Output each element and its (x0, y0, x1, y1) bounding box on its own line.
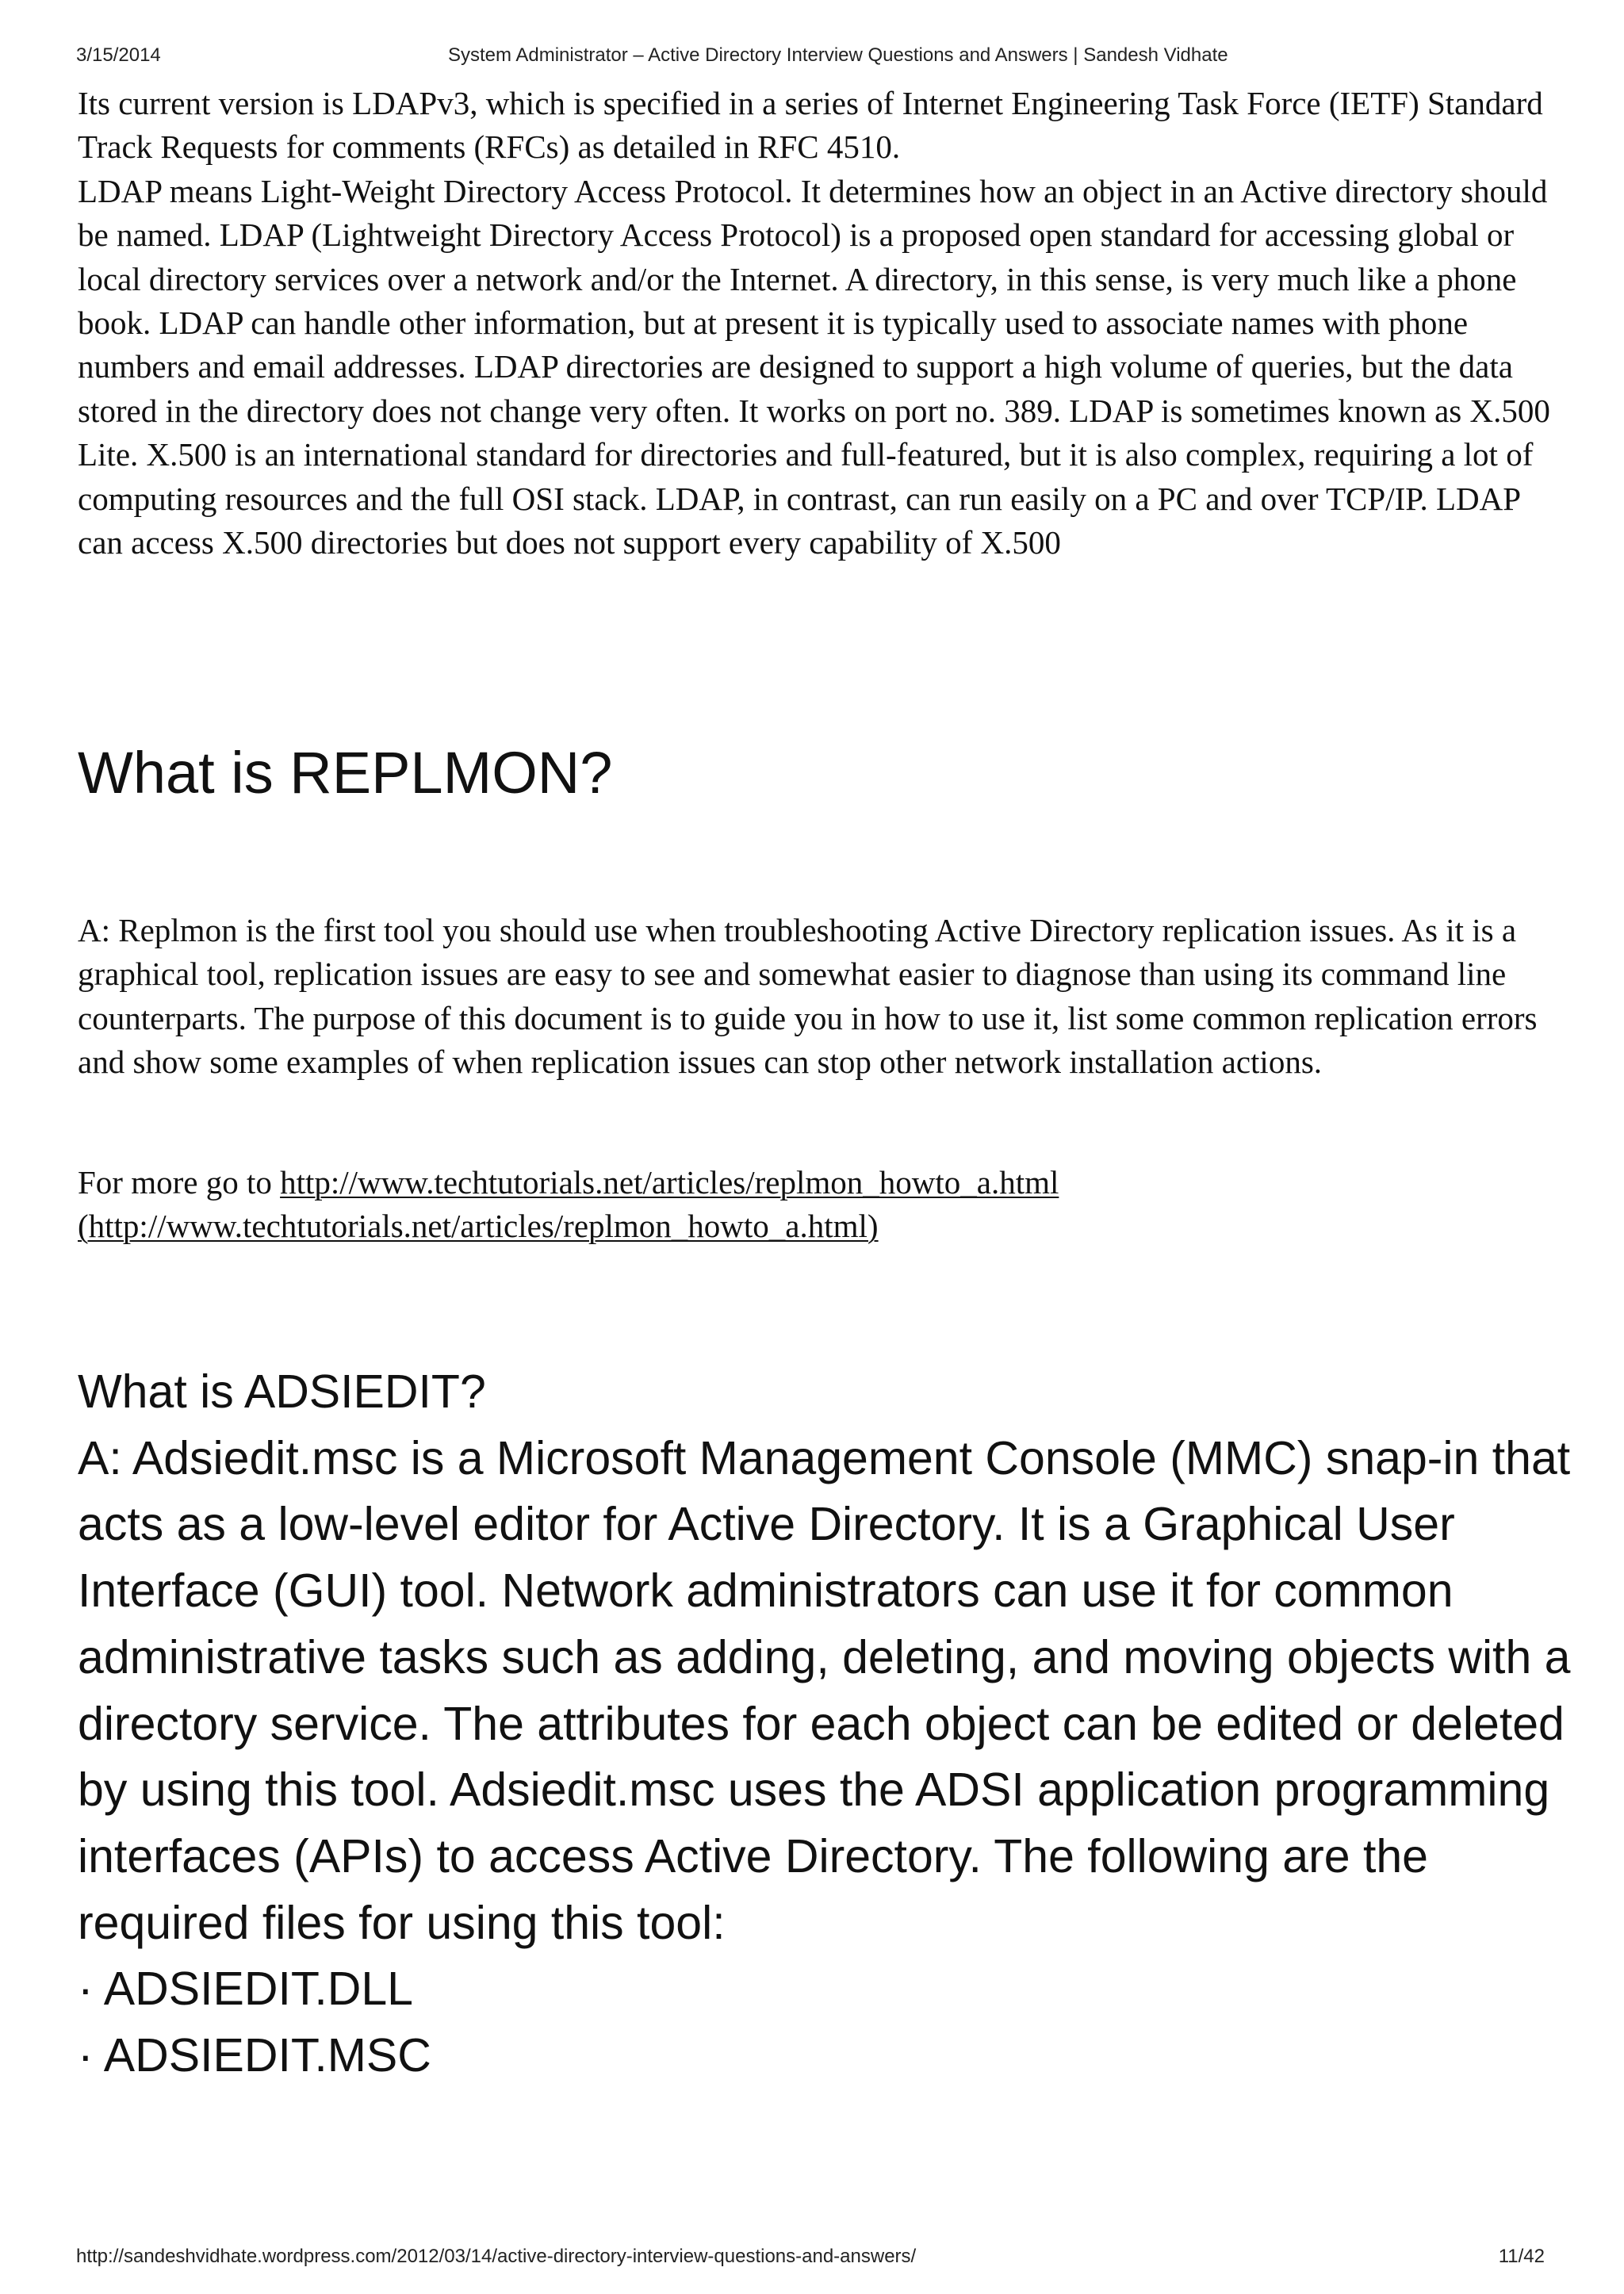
replmon-heading: What is REPLMON? (78, 740, 613, 806)
replmon-more-line (78, 1161, 1568, 1249)
replmon-answer-text: A: Replmon is the first tool you should use when troubleshooting Active Directory replication issues. As it is a graphical tool, replication issues are easy to see and somewhat easier to diagnose than using its command line counterparts. The purpose of this document is to guide you in how to use it, list some common replication errors and show some examples of when replication issues can stop other network installation actions. (78, 912, 1538, 1081)
adsiedit-answer: A: Adsiedit.msc is a Microsoft Management Console (MMC) snap-in that acts as a low-level editor for Active Directory. It is a Graphical User Interface (GUI) tool. Network administrators can use it for common administrative tasks such as adding, deleting, and moving objects with a directory service. The attributes for each object can be edited or deleted by using this tool. Adsiedit.msc uses the ADSI application programming interfaces (APIs) to access Active Directory. The following are the required files for using this tool: (78, 1431, 1571, 1949)
footer-url: http://sandeshvidhate.wordpress.com/2012/03/14/active-directory-interview-questions-and-answers/ (76, 2246, 917, 2267)
more-prefix: For more go to (78, 1164, 281, 1201)
replmon-howto-link[interactable]: http://www.techtutorials.net/articles/replmon_howto_a.html (280, 1164, 1059, 1201)
footer-page-number: 11/42 (1498, 2246, 1545, 2267)
adsiedit-heading: What is ADSIEDIT? (78, 1365, 486, 1418)
ldap-paragraph-version: Its current version is LDAPv3, which is specified in a series of Internet Engineering Task Force (IETF) Standard Track Requests for comments (RFCs) as detailed in RFC 4510. (78, 85, 1543, 166)
ldap-paragraph-definition: LDAP means Light-Weight Directory Access Protocol. It determines how an object in an Active directory should be named. LDAP (Lightweight Directory Access Protocol) is a proposed open standard for accessing global or local directory services over a network and/or the Internet. A directory, in this sense, is very much like a phone book. LDAP can handle other information, but at present it is typically used to associate names with phone numbers and email addresses. LDAP directories are designed to support a high volume of queries, but the data stored in the directory does not change very often. It works on port no. 389. LDAP is sometimes known as X.500 Lite. X.500 is an international standard for directories and full-featured, but it is also complex, requiring a lot of computing resources and the full OSI stack. LDAP, in contrast, can run easily on a PC and over TCP/IP. LDAP can access X.500 directories but does not support every capability of X.500 (78, 172, 1550, 561)
adsiedit-file-dll: · ADSIEDIT.DLL (78, 1963, 413, 2016)
header-date: 3/15/2014 (76, 44, 161, 66)
replmon-howto-link-url[interactable]: (http://www.techtutorials.net/articles/replmon_howto_a.html) (78, 1208, 879, 1245)
header-title: System Administrator – Active Directory Interview Questions and Answers | Sandesh Vidhate (448, 44, 1228, 66)
adsiedit-file-msc: · ADSIEDIT.MSC (78, 2029, 431, 2082)
ldap-section (78, 82, 1568, 565)
replmon-answer (78, 909, 1568, 1085)
adsiedit-section (78, 1359, 1584, 2089)
